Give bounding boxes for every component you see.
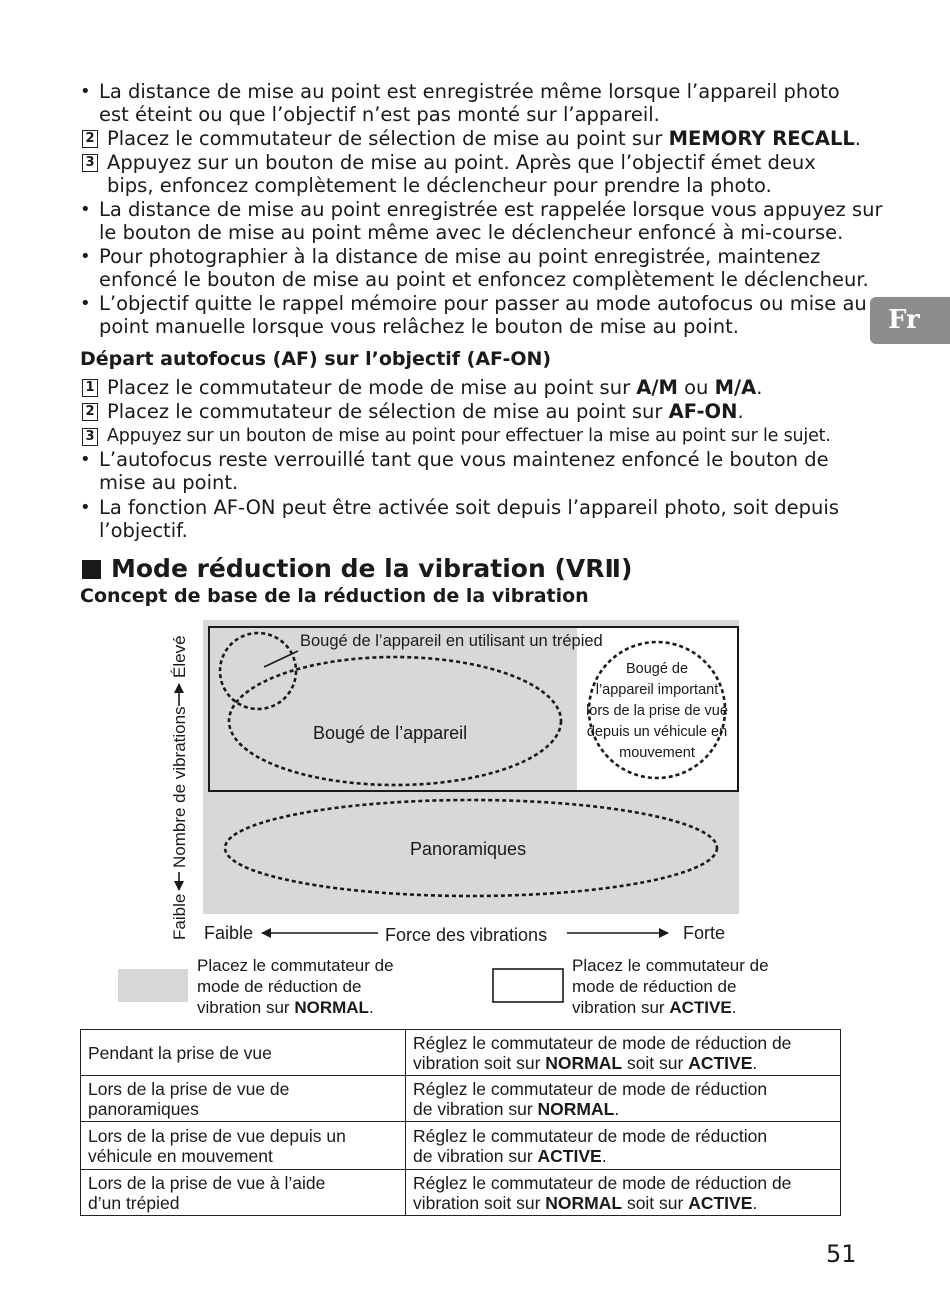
y-axis-high: Élevé [170, 635, 189, 678]
x-axis-label: Force des vibrations [385, 925, 548, 945]
legend-active-text [572, 955, 769, 1018]
af-step2: Placez le commutateur de sélection de mise au point sur AF-ON. [107, 400, 744, 423]
af-bullet1-line2: mise au point. [99, 471, 239, 494]
y-axis-label: Nombre de vibrations [170, 706, 189, 868]
vr-heading: Mode réduction de la vibration (VRⅡ) [111, 554, 633, 583]
quit-bullet-line2: point manuelle lorsque vous relâchez le bouton de mise au point. [99, 315, 739, 338]
legend-normal-line3: vibration sur NORMAL. [197, 998, 374, 1017]
bullet-dot: • [80, 199, 91, 220]
vehicle-label-line4: depuis un véhicule en [586, 724, 728, 740]
af-bullet2-line2: l’objectif. [99, 519, 188, 542]
memory-step3-line2: bips, enfoncez complètement le déclencheur pour prendre la photo. [107, 174, 772, 197]
legend-normal-line1: Placez le commutateur de [197, 956, 394, 975]
x-axis-high: Forte [683, 923, 726, 943]
recall-bullet-line2: le bouton de mise au point même avec le déclencheur enfoncé à mi-course. [99, 221, 844, 244]
step-number: 3 [82, 154, 98, 172]
step-number: 2 [82, 130, 98, 148]
bullet-dot: • [80, 293, 91, 314]
af-on-heading: Départ autofocus (AF) sur l’objectif (AF-ON) [80, 348, 552, 370]
memory-step3-line1: Appuyez sur un bouton de mise au point. Après que l’objectif émet deux [107, 151, 816, 174]
vr-subheading: Concept de base de la réduction de la vibration [80, 585, 589, 607]
memory-step2: Placez le commutateur de sélection de mise au point sur MEMORY RECALL. [107, 127, 861, 150]
legend-normal-line2: mode de réduction de [197, 977, 362, 996]
memory-bullet-line1: La distance de mise au point est enregistrée même lorsque l’appareil photo [99, 80, 840, 103]
situation-cell: Lors de la prise de vue depuis un véhicule en mouvement [81, 1122, 406, 1170]
step-number: 3 [82, 428, 98, 446]
tripod-shake-label: Bougé de l’appareil en utilisant un trépied [300, 632, 603, 650]
vehicle-label-line5: mouvement [619, 745, 695, 761]
legend-active-line2: mode de réduction de [572, 977, 737, 996]
setting-cell: Réglez le commutateur de mode de réduction de vibration soit sur NORMAL soit sur ACTIVE. [406, 1170, 841, 1216]
setting-cell: Réglez le commutateur de mode de réduction de vibration sur NORMAL. [406, 1076, 841, 1122]
photograph-bullet-line1: Pour photographier à la distance de mise au point enregistrée, maintenez [99, 245, 821, 268]
af-bullet2-line1: La fonction AF-ON peut être activée soit depuis l’appareil photo, soit depuis [99, 496, 839, 519]
table-row [81, 1122, 841, 1170]
table-row [81, 1030, 841, 1076]
recall-bullet-line1: La distance de mise au point enregistrée est rappelée lorsque vous appuyez sur [99, 198, 883, 221]
vehicle-label-line1: Bougé de [625, 661, 689, 677]
legend-normal-text [197, 955, 394, 1018]
step-number: 1 [82, 379, 98, 397]
y-axis-low: Faible [170, 893, 189, 940]
table-row [81, 1076, 841, 1122]
x-axis-low: Faible [204, 923, 254, 943]
af-step3: Appuyez sur un bouton de mise au point pour effectuer la mise au point sur le sujet. [107, 426, 831, 446]
situation-cell: Lors de la prise de vue à l’aide d’un trépied [81, 1170, 406, 1216]
quit-bullet-line1: L’objectif quitte le rappel mémoire pour passer au mode autofocus ou mise au [99, 292, 867, 315]
bullet-dot: • [80, 449, 91, 470]
situation-cell: Lors de la prise de vue de panoramiques [81, 1076, 406, 1122]
legend-active-swatch [493, 969, 563, 1002]
af-step1: Placez le commutateur de mode de mise au point sur A/M ou M/A. [107, 376, 763, 399]
bullet-dot: • [80, 497, 91, 518]
bullet-dot: • [80, 246, 91, 267]
memory-bullet-line2: est éteint ou que l’objectif n’est pas monté sur l’appareil. [99, 103, 660, 126]
setting-cell: Réglez le commutateur de mode de réduction de vibration soit sur NORMAL soit sur ACTIVE. [406, 1030, 841, 1076]
camera-shake-label: Bougé de l’appareil [313, 723, 468, 743]
page-number: 51 [826, 1240, 857, 1268]
af-bullet1-line1: L’autofocus reste verrouillé tant que vous maintenez enfoncé le bouton de [99, 448, 829, 471]
panning-label: Panoramiques [410, 839, 527, 859]
legend-active-line1: Placez le commutateur de [572, 956, 769, 975]
legend-normal-swatch [118, 969, 188, 1002]
photograph-bullet-line2: enfoncé le bouton de mise au point et enfoncez complètement le déclencheur. [99, 268, 869, 291]
situation-cell: Pendant la prise de vue [81, 1030, 406, 1076]
setting-cell: Réglez le commutateur de mode de réduction de vibration sur ACTIVE. [406, 1122, 841, 1170]
vehicle-label-line3: lors de la prise de vue [586, 703, 728, 719]
table-row [81, 1170, 841, 1216]
vehicle-label-line2: l’appareil important [595, 682, 719, 698]
vr-settings-table [80, 1029, 841, 1216]
language-tab: Fr [870, 297, 950, 344]
legend-active-line3: vibration sur ACTIVE. [572, 998, 737, 1017]
bullet-dot: • [80, 81, 91, 102]
step-number: 2 [82, 403, 98, 421]
